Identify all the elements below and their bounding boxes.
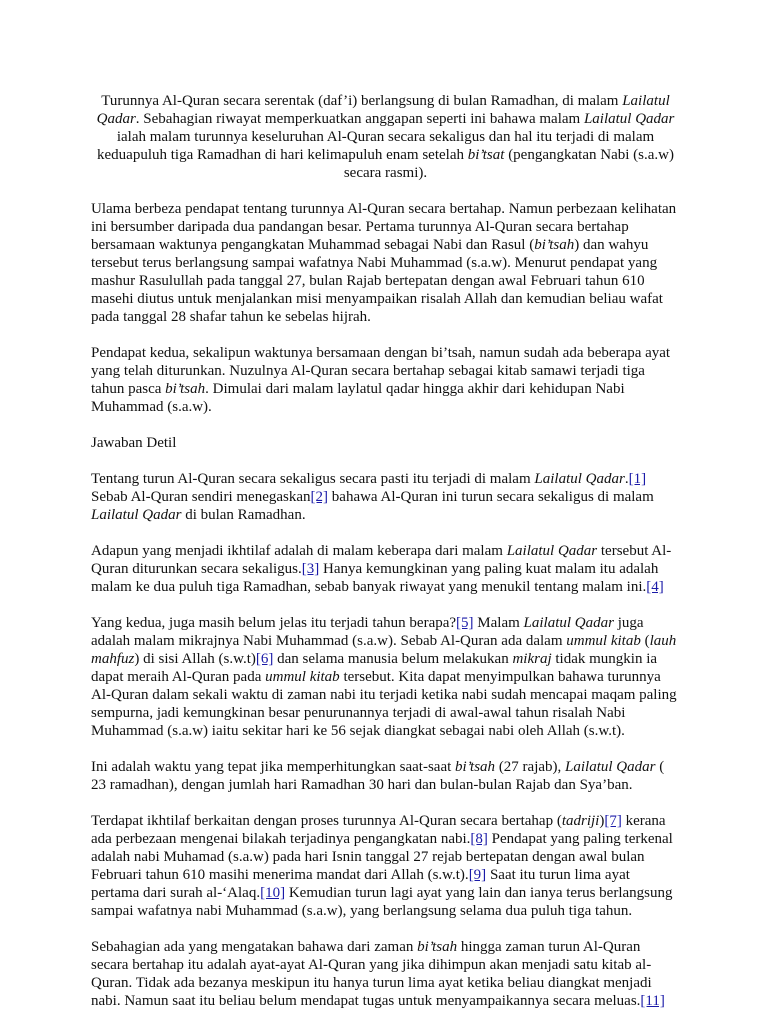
- text-run: Sebab Al-Quran sendiri menegaskan: [91, 489, 311, 505]
- footnote-link[interactable]: [5]: [456, 615, 474, 631]
- italic-term: Lailatul Qadar: [506, 543, 598, 559]
- paragraph: [91, 758, 680, 794]
- italic-term: Lailatul Qadar: [91, 507, 182, 523]
- footnote-link[interactable]: [3]: [301, 561, 320, 577]
- text-run: Ulama berbeza pendapat tentang turunnya Al-Quran secara bertahap. Namun perbezaan kelihatan ini bersumber daripada dua pandangan besar. Pertama turunnya Al-Quran secara bertahap bersamaan waktunya pengangkatan Muhammad sebagai Nabi dan Rasul (: [91, 201, 677, 253]
- paragraph: [91, 542, 680, 596]
- text-run: ) dan wahyu tersebut terus berlangsung sampai wafatnya Nabi Muhammad (s.a.w). Menurut pendapat yang mashur Rasulullah pada tanggal 27, bulan Rajab bertepatan dengan awal Februari tahun 610 masehi diutus untuk menjalankan misi menyampaikan risalah Allah dan kemudian beliau wafat pada tanggal 28 shafar tahun ke sebelas hijrah.: [91, 237, 663, 325]
- text-run: ialah malam turunnya keseluruhan Al-Quran secara sekaligus dan hal itu terjadi di malam keduapuluh tiga Ramadhan di hari kelimapuluh enam setelah: [97, 129, 655, 163]
- paragraph: [91, 434, 680, 452]
- italic-term: Lailatul Qadar: [96, 93, 670, 127]
- text-run: Malam: [473, 615, 524, 631]
- footnote-link[interactable]: [1]: [628, 471, 647, 487]
- footnote-link[interactable]: [8]: [470, 831, 488, 847]
- text-run: Turunnya Al-Quran secara serentak (daf’i) berlangsung di bulan Ramadhan, di malam: [101, 93, 623, 109]
- italic-term: tadriji: [561, 813, 600, 829]
- italic-term: Lailatul Qadar: [534, 471, 625, 487]
- footnote-link[interactable]: [6]: [255, 651, 274, 667]
- text-run: . Sebahagian riwayat memperkuatkan anggapan seperti ini bahawa malam: [135, 111, 584, 127]
- footnote-link[interactable]: [2]: [310, 489, 329, 505]
- footnote-link[interactable]: [7]: [604, 813, 622, 829]
- italic-term: Lailatul Qadar: [565, 759, 656, 775]
- text-run: ) di sisi Allah (s.w.t): [134, 651, 256, 667]
- text-run: Tentang turun Al-Quran secara sekaligus secara pasti itu terjadi di malam: [91, 471, 535, 487]
- text-run: Yang kedua, juga masih belum jelas itu terjadi tahun berapa?: [91, 615, 457, 631]
- text-run: Hanya kemungkinan yang paling kuat malam itu adalah malam ke dua puluh tiga Ramadhan, sebab banyak riwayat yang menukil tentang malam ini.: [91, 561, 659, 595]
- text-run: .: [624, 471, 629, 487]
- footnote-link[interactable]: [10]: [260, 885, 286, 901]
- text-run: . Dimulai dari malam laylatul qadar hingga akhir dari kehidupan Nabi Muhammad (s.a.w).: [91, 381, 625, 415]
- italic-term: bi’tsah: [534, 237, 575, 253]
- text-run: tersebut Al-Quran diturunkan secara sekaligus.: [91, 543, 672, 577]
- italic-term: ummul kitab: [265, 669, 340, 685]
- paragraph: [91, 344, 680, 416]
- text-run: juga adalah malam mikrajnya Nabi Muhammad (s.a.w). Sebab Al-Quran ada dalam: [91, 615, 644, 649]
- paragraph: [91, 470, 680, 524]
- italic-term: bi’tsah: [455, 759, 496, 775]
- text-run: Sebahagian ada yang mengatakan bahawa dari zaman: [91, 939, 418, 955]
- text-run: kerana ada perbezaan mengenai bilakah terjadinya pengangkatan nabi.: [91, 813, 666, 847]
- text-run: Jawaban Detil: [91, 435, 177, 451]
- italic-term: Lailatul Qadar: [523, 615, 614, 631]
- text-run: hingga zaman turun Al-Quran secara bertahap itu adalah ayat-ayat Al-Quran yang jika dihimpun akan menjadi satu kitab al-Quran. Tidak ada bezanya meskipun itu hanya turun lima ayat ketika beliau diangkat menjadi nabi. Namun saat itu beliau belum mendapat tugas untuk menyampaikannya secara meluas.: [91, 939, 652, 1009]
- paragraph: [91, 92, 680, 182]
- italic-term: bi’tsah: [165, 381, 206, 397]
- italic-term: Lailatul Qadar: [583, 111, 675, 127]
- text-run: Saat itu turun lima ayat pertama dari surah al-‘Alaq.: [91, 867, 630, 901]
- text-run: Adapun yang menjadi ikhtilaf adalah di malam keberapa dari malam: [91, 543, 507, 559]
- text-run: tersebut. Kita dapat menyimpulkan bahawa turunnya Al-Quran dalam sekali waktu di zaman nabi itu terjadi ketika nabi sudah mencapai maqam paling sempurna, jadi kemungkinan besar penurunannya terjadi di awal-awal tahun risalah Nabi Muhammad (s.a.w) iaitu sekitar hari ke 56 sejak diangkat sebagai nabi oleh Allah (s.w.t).: [91, 669, 677, 739]
- text-run: Ini adalah waktu yang tepat jika memperhitungkan saat-saat: [91, 759, 456, 775]
- paragraph: [91, 200, 680, 326]
- text-run: ): [599, 813, 605, 829]
- text-run: (pengangkatan Nabi (s.a.w) secara rasmi).: [343, 147, 674, 181]
- footnote-link[interactable]: [9]: [468, 867, 487, 883]
- text-run: ( 23 ramadhan), dengan jumlah hari Ramadhan 30 hari dan bulan-bulan Rajab dan Sya’ban.: [91, 759, 665, 793]
- text-run: bahawa Al-Quran ini turun secara sekaligus di malam: [328, 489, 654, 505]
- text-run: di bulan Ramadhan.: [181, 507, 306, 523]
- text-run: (27 rajab),: [495, 759, 566, 775]
- text-run: Pendapat kedua, sekalipun waktunya bersamaan dengan bi’tsah, namun sudah ada beberapa ayat yang telah diturunkan. Nuzulnya Al-Quran secara bertahap sebagai kitab samawi terjadi tiga tahun pasca: [91, 345, 671, 397]
- italic-term: ummul kitab: [566, 633, 641, 649]
- footnote-link[interactable]: [4]: [646, 579, 664, 595]
- text-run: Terdapat ikhtilaf berkaitan dengan proses turunnya Al-Quran secara bertahap (: [91, 813, 562, 829]
- italic-term: bi’tsat: [467, 147, 505, 163]
- text-run: Pendapat yang paling terkenal adalah nabi Muhamad (s.a.w) pada hari Isnin tanggal 27 rejab bertepatan dengan awal bulan Februari tahun 610 masihi menerima mandat dari Allah (s.w.t).: [91, 831, 673, 883]
- italic-term: lauh mahfuz: [91, 633, 677, 667]
- paragraph: [91, 614, 680, 740]
- text-run: dan selama manusia belum melakukan: [273, 651, 513, 667]
- italic-term: bi’tsah: [417, 939, 458, 955]
- footnote-link[interactable]: [11]: [640, 993, 665, 1009]
- text-run: Kemudian turun lagi ayat yang lain dan ianya terus berlangsung sampai wafatnya nabi Muhammad (s.a.w), yang berlangsung selama dua puluh tiga tahun.: [91, 885, 673, 919]
- italic-term: mikraj: [512, 651, 552, 667]
- paragraph: [91, 812, 680, 920]
- text-run: tidak mungkin ia dapat meraih Al-Quran pada: [91, 651, 658, 685]
- paragraph: [91, 938, 680, 1010]
- text-run: (: [640, 633, 650, 649]
